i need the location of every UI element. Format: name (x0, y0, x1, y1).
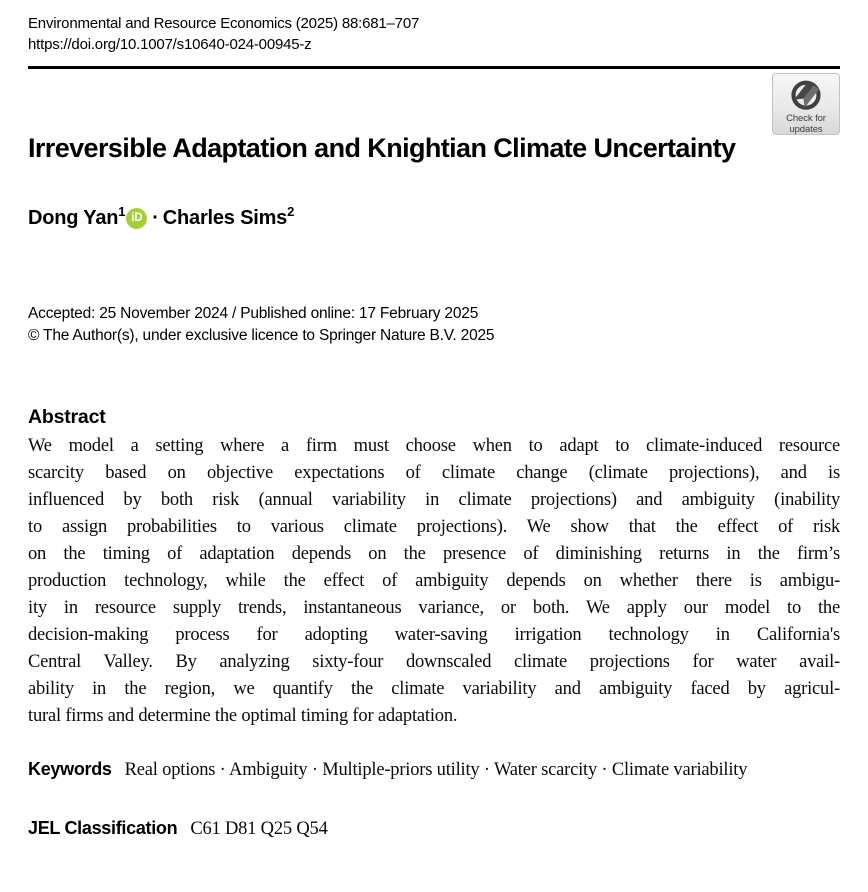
doi-link[interactable]: https://doi.org/10.1007/s10640-024-00945-z (28, 36, 312, 53)
author-name-2[interactable]: Charles Sims (162, 207, 288, 229)
abstract-line: decision-making process for adopting water-saving irrigation technology in California's (28, 625, 840, 645)
jel-label: JEL Classification (28, 818, 178, 838)
author-line (28, 205, 840, 233)
abstract-body (28, 433, 840, 730)
crossmark-icon (786, 78, 826, 114)
abstract-line: on the timing of adaptation depends on the presence of diminishing returns in the firm’s (28, 544, 840, 564)
keywords-block (28, 756, 840, 784)
publication-dates (28, 303, 840, 347)
affiliation-mark-2: 2 (287, 204, 295, 219)
author-name-1[interactable]: Dong Yan (28, 207, 119, 229)
affiliation-mark-1: 1 (118, 204, 126, 219)
abstract-line: scarcity based on objective expectations of climate change (climate projections), and is (28, 463, 840, 483)
abstract-line: influenced by both risk (annual variability in climate projections) and ambiguity (inability (28, 490, 840, 510)
author-separator: · (152, 207, 159, 229)
jel-classification-block (28, 815, 840, 843)
article-page (28, 0, 840, 843)
journal-header (28, 13, 840, 55)
abstract-line: production technology, while the effect of ambiguity depends on whether there is ambigu- (28, 571, 840, 591)
keywords-text: Real options · Ambiguity · Multiple-priors utility · Water scarcity · Climate variability (124, 760, 748, 780)
jel-codes: C61 D81 Q25 Q54 (190, 819, 328, 839)
check-for-updates-badge[interactable] (772, 73, 840, 135)
article-title: Irreversible Adaptation and Knightian Climate Uncertainty (28, 133, 736, 163)
abstract-line: We model a setting where a firm must choose when to adapt to climate-induced resource (28, 436, 840, 456)
orcid-icon[interactable]: iD (126, 208, 147, 229)
abstract-line: to assign probabilities to various climate projections). We show that the effect of risk (28, 517, 840, 537)
accepted-published-line: Accepted: 25 November 2024 / Published online: 17 February 2025 (28, 305, 479, 322)
journal-citation: Environmental and Resource Economics (2025) 88:681–707 (28, 15, 420, 32)
abstract-line: tural firms and determine the optimal timing for adaptation. (28, 706, 458, 726)
keywords-label: Keywords (28, 759, 112, 779)
badge-label-line1: Check for (786, 113, 826, 124)
badge-label-line2: updates (789, 123, 823, 135)
abstract-line: ity in resource supply trends, instantaneous variance, or both. We apply our model to the (28, 598, 840, 618)
abstract-line: Central Valley. By analyzing sixty-four downscaled climate projections for water avail- (28, 652, 840, 672)
abstract-heading: Abstract (28, 406, 106, 428)
copyright-line: © The Author(s), under exclusive licence to Springer Nature B.V. 2025 (28, 327, 495, 344)
abstract-line: ability in the region, we quantify the climate variability and ambiguity faced by agricul- (28, 679, 840, 699)
